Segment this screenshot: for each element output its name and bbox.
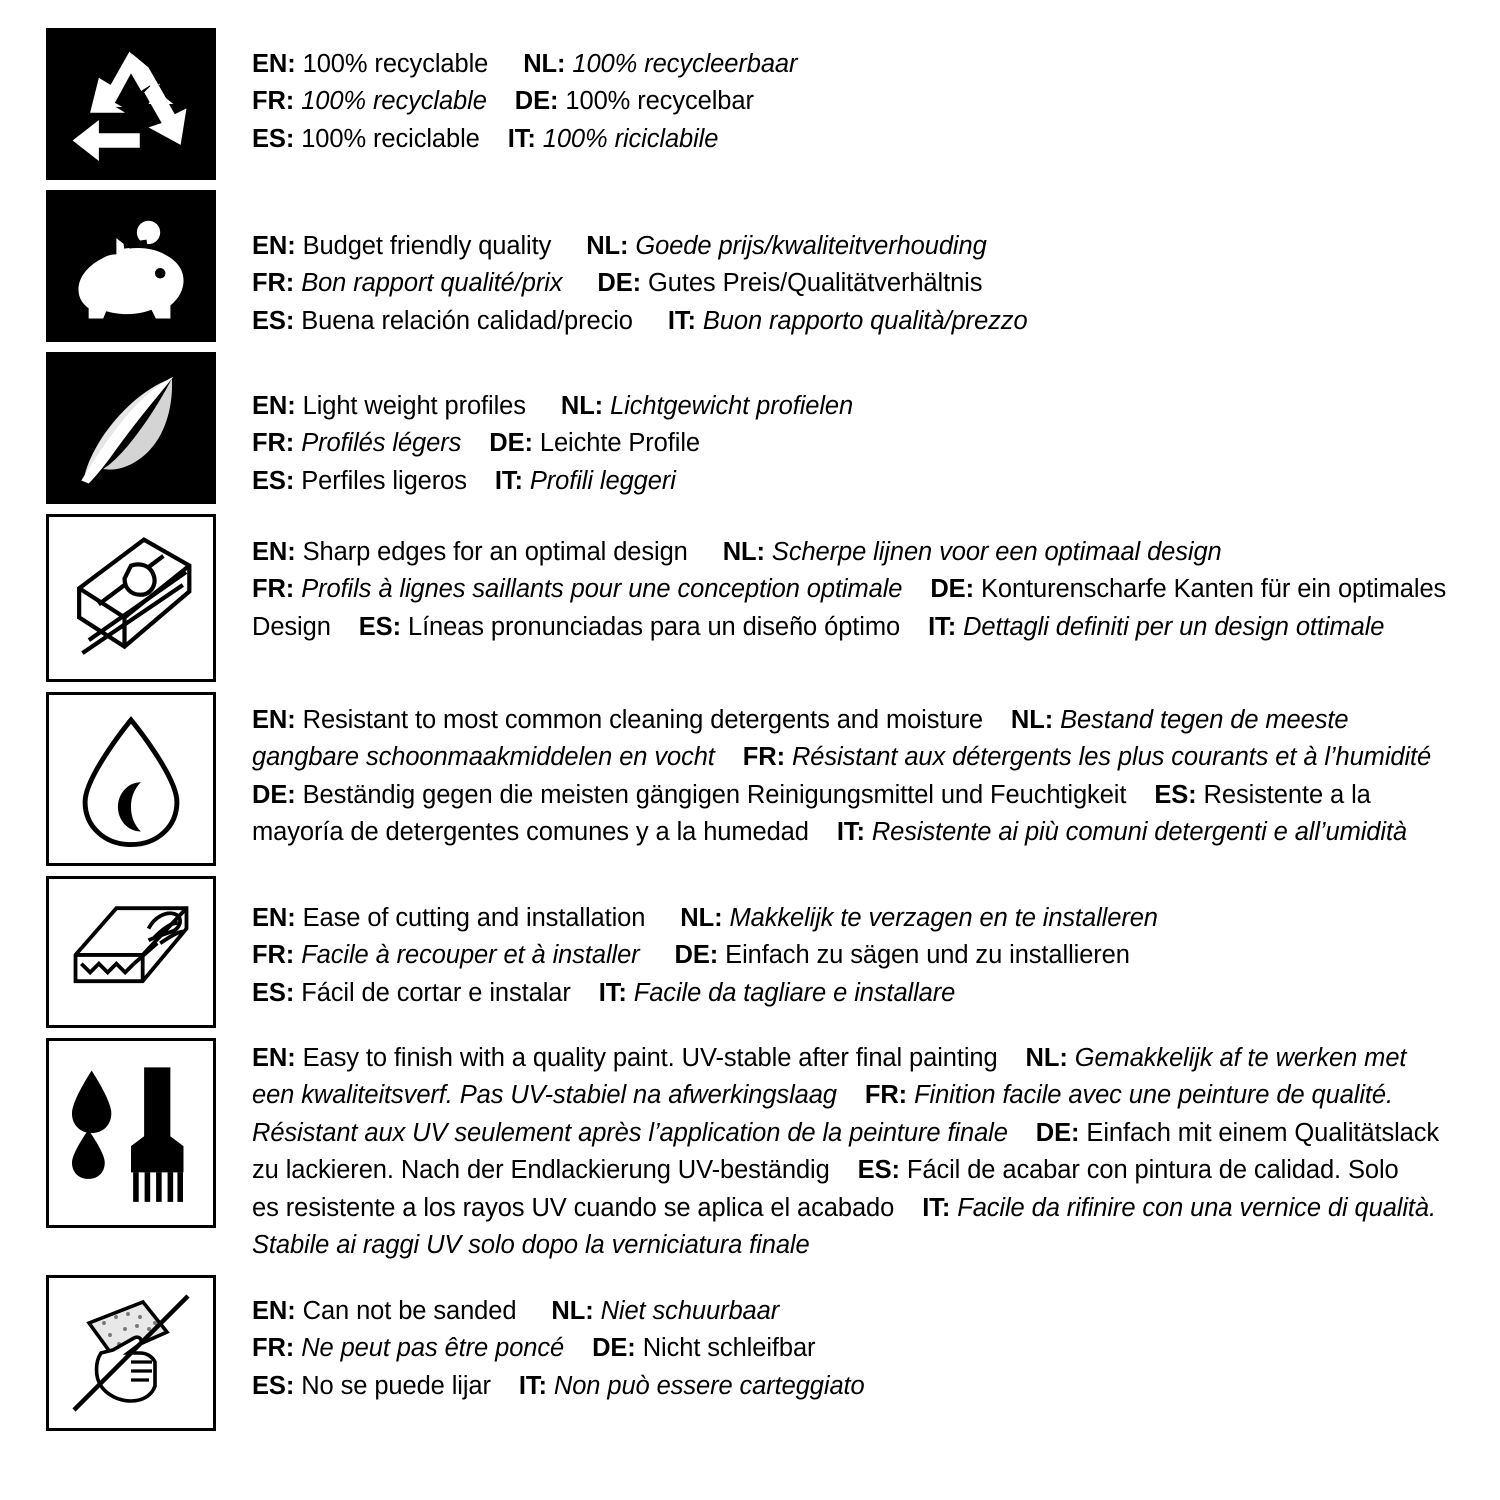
lang-text: Facile da tagliare e installare bbox=[633, 978, 956, 1007]
lang-text: Resistente ai più comuni detergenti e all’umidità bbox=[871, 818, 1408, 847]
lang-text: Resistant to most common cleaning detergents and moisture bbox=[302, 706, 983, 734]
lang-tag: EN: bbox=[252, 538, 296, 566]
feature-line bbox=[252, 1227, 1460, 1264]
feature-text bbox=[216, 1275, 1460, 1405]
lang-text: Facile da rifinire con una vernice di qualità. bbox=[957, 1193, 1436, 1222]
lang-text: 100% recycleerbaar bbox=[572, 50, 798, 78]
feature-row bbox=[46, 692, 1460, 866]
saw-cutting-icon bbox=[46, 876, 216, 1028]
lang-tag: NL: bbox=[551, 1296, 594, 1325]
lang-tag: DE: bbox=[592, 1334, 636, 1363]
lang-text: Konturenscharfe Kanten für ein optimales bbox=[980, 575, 1447, 604]
lang-text: Can not be sanded bbox=[302, 1296, 517, 1325]
paint-brush-drops-icon bbox=[46, 1038, 216, 1228]
lang-text: Niet schuurbaar bbox=[600, 1296, 780, 1325]
feature-text bbox=[216, 876, 1460, 1012]
lang-tag: IT: bbox=[598, 978, 627, 1007]
lang-text: Fácil de acabar con pintura de calidad. Solo bbox=[906, 1156, 1399, 1185]
lang-text: Leichte Profile bbox=[539, 429, 700, 458]
feature-text bbox=[216, 1038, 1460, 1265]
lang-text: Buena relación calidad/precio bbox=[301, 306, 633, 335]
lang-text: Lichtgewicht profielen bbox=[610, 392, 854, 420]
lang-tag: ES: bbox=[252, 124, 295, 153]
lang-text: Light weight profiles bbox=[302, 392, 526, 420]
recycling-arrows-icon bbox=[46, 28, 216, 180]
lang-text: Gutes Preis/Qualitätverhältnis bbox=[648, 269, 983, 298]
lang-tag: FR: bbox=[252, 87, 295, 116]
lang-text: Résistant aux UV seulement après l’application de la peinture finale bbox=[252, 1118, 1008, 1147]
feature-line bbox=[252, 463, 1460, 500]
lang-text: es resistente a los rayos UV cuando se aplica el acabado bbox=[252, 1193, 895, 1222]
lang-tag: ES: bbox=[252, 306, 295, 335]
lang-tag: FR: bbox=[252, 269, 295, 298]
feature-line bbox=[252, 975, 1460, 1012]
feature-line bbox=[252, 609, 1460, 646]
feature-row bbox=[46, 352, 1460, 504]
lang-tag: FR: bbox=[252, 429, 295, 458]
lang-tag: IT: bbox=[507, 124, 536, 153]
lang-text: Líneas pronunciadas para un diseño óptimo bbox=[407, 612, 901, 641]
feature-line bbox=[252, 900, 1460, 937]
lang-text: 100% recyclable bbox=[301, 87, 487, 116]
lang-text: zu lackieren. Nach der Endlackierung UV-beständig bbox=[252, 1156, 830, 1185]
feature-line bbox=[252, 534, 1460, 571]
lang-text: Goede prijs/kwaliteitverhouding bbox=[635, 232, 987, 260]
lang-text: Profils à lignes saillants pour une conception optimale bbox=[301, 575, 903, 604]
feature-row bbox=[46, 190, 1460, 342]
lang-tag: DE: bbox=[674, 941, 719, 970]
lang-tag: ES: bbox=[252, 466, 295, 495]
lang-text: 100% recyclable bbox=[302, 50, 489, 78]
lang-text: Budget friendly quality bbox=[302, 232, 552, 260]
lang-text: Profili leggeri bbox=[529, 466, 676, 495]
lang-tag: DE: bbox=[514, 87, 559, 116]
lang-text: Perfiles ligeros bbox=[301, 466, 467, 495]
lang-text: Sharp edges for an optimal design bbox=[302, 538, 688, 566]
feature-line bbox=[252, 777, 1460, 814]
lang-tag: FR: bbox=[252, 1334, 295, 1363]
lang-text: Ease of cutting and installation bbox=[302, 904, 646, 932]
lang-text: Dettagli definiti per un design ottimale bbox=[963, 612, 1385, 641]
lang-tag: EN: bbox=[252, 904, 296, 932]
feather-icon bbox=[46, 352, 216, 504]
no-sanding-icon bbox=[46, 1275, 216, 1431]
lang-tag: EN: bbox=[252, 1296, 296, 1325]
feature-text bbox=[216, 692, 1460, 852]
lang-text: Profilés légers bbox=[301, 429, 462, 458]
lang-tag: ES: bbox=[252, 1371, 295, 1400]
feature-text bbox=[216, 28, 1460, 158]
feature-line bbox=[252, 702, 1460, 739]
feature-line bbox=[252, 83, 1460, 120]
lang-text: 100% reciclable bbox=[301, 124, 480, 153]
feature-line bbox=[252, 121, 1460, 158]
lang-text: Bon rapport qualité/prix bbox=[301, 269, 563, 298]
feature-row bbox=[46, 28, 1460, 180]
feature-line bbox=[252, 1293, 1460, 1330]
lang-text: Gemakkelijk af te werken met bbox=[1074, 1044, 1407, 1072]
lang-tag: DE: bbox=[489, 429, 533, 458]
lang-text: 100% recycelbar bbox=[565, 87, 754, 116]
feature-line bbox=[252, 1190, 1460, 1227]
feature-line bbox=[252, 303, 1460, 340]
lang-tag: IT: bbox=[518, 1371, 547, 1400]
feature-line bbox=[252, 388, 1460, 425]
feature-line bbox=[252, 937, 1460, 974]
feature-line bbox=[252, 1368, 1460, 1405]
feature-row bbox=[46, 1038, 1460, 1265]
feature-row bbox=[46, 514, 1460, 682]
lang-text: Einfach mit einem Qualitätslack bbox=[1086, 1118, 1440, 1147]
lang-text: Scherpe lijnen voor een optimaal design bbox=[771, 538, 1222, 566]
lang-tag: DE: bbox=[930, 575, 974, 604]
feature-line bbox=[252, 739, 1460, 776]
feature-line bbox=[252, 1152, 1460, 1189]
lang-text: Bestand tegen de meeste bbox=[1060, 706, 1349, 734]
lang-tag: IT: bbox=[922, 1193, 951, 1222]
feature-line bbox=[252, 1040, 1460, 1077]
feature-line bbox=[252, 1077, 1460, 1114]
lang-tag: IT: bbox=[928, 612, 957, 641]
feature-line bbox=[252, 1330, 1460, 1367]
lang-tag: EN: bbox=[252, 1044, 296, 1072]
lang-text: Nicht schleifbar bbox=[642, 1334, 816, 1363]
lang-tag: ES: bbox=[252, 978, 295, 1007]
lang-text: Stabile ai raggi UV solo dopo la verniciatura finale bbox=[252, 1231, 810, 1260]
lang-tag: ES: bbox=[857, 1156, 900, 1185]
lang-text: Buon rapporto qualità/prezzo bbox=[702, 306, 1028, 335]
lang-text: gangbare schoonmaakmiddelen en vocht bbox=[252, 743, 715, 772]
sharp-edge-profile-icon bbox=[46, 514, 216, 682]
feature-row bbox=[46, 1275, 1460, 1431]
lang-tag: EN: bbox=[252, 706, 296, 734]
lang-text: mayoría de detergentes comunes y a la humedad bbox=[252, 818, 809, 847]
feature-text bbox=[216, 514, 1460, 646]
lang-text: Easy to finish with a quality paint. UV-stable after final painting bbox=[302, 1044, 998, 1072]
lang-tag: ES: bbox=[1154, 780, 1197, 809]
lang-tag: NL: bbox=[1010, 706, 1054, 734]
lang-text: Beständig gegen die meisten gängigen Reinigungsmittel und Feuchtigkeit bbox=[302, 780, 1127, 809]
lang-text: Facile à recouper et à installer bbox=[301, 941, 640, 970]
piggy-bank-icon bbox=[46, 190, 216, 342]
feature-text bbox=[216, 190, 1460, 340]
lang-tag: ES: bbox=[358, 612, 401, 641]
lang-tag: IT: bbox=[494, 466, 523, 495]
lang-text: Einfach zu sägen und zu installieren bbox=[725, 941, 1130, 970]
lang-tag: IT: bbox=[836, 818, 865, 847]
lang-tag: EN: bbox=[252, 232, 296, 260]
lang-text: Makkelijk te verzagen en te installeren bbox=[729, 904, 1158, 932]
lang-text: Non può essere carteggiato bbox=[553, 1371, 865, 1400]
water-drop-icon bbox=[46, 692, 216, 866]
lang-tag: IT: bbox=[667, 306, 696, 335]
lang-text: No se puede lijar bbox=[301, 1371, 491, 1400]
lang-tag: DE: bbox=[597, 269, 642, 298]
feature-row bbox=[46, 876, 1460, 1028]
lang-tag: NL: bbox=[560, 392, 604, 420]
feature-line bbox=[252, 425, 1460, 462]
lang-tag: NL: bbox=[523, 50, 566, 78]
lang-text: Design bbox=[252, 612, 331, 641]
lang-text: Finition facile avec une peinture de qualité. bbox=[914, 1081, 1393, 1110]
feature-line bbox=[252, 265, 1460, 302]
feature-line bbox=[252, 571, 1460, 608]
lang-text: een kwaliteitsverf. Pas UV-stabiel na afwerkingslaag bbox=[252, 1081, 837, 1110]
lang-text: Ne peut pas être poncé bbox=[301, 1334, 565, 1363]
lang-tag: FR: bbox=[252, 941, 295, 970]
feature-line bbox=[252, 1115, 1460, 1152]
feature-line bbox=[252, 46, 1460, 83]
feature-line bbox=[252, 814, 1460, 851]
lang-tag: FR: bbox=[864, 1081, 908, 1110]
lang-text: 100% riciclabile bbox=[542, 124, 719, 153]
feature-text bbox=[216, 352, 1460, 500]
lang-text: Résistant aux détergents les plus courants et à l’humidité bbox=[791, 743, 1432, 772]
lang-tag: FR: bbox=[252, 575, 295, 604]
feature-line bbox=[252, 228, 1460, 265]
lang-tag: FR: bbox=[742, 743, 785, 772]
lang-tag: NL: bbox=[680, 904, 723, 932]
lang-tag: NL: bbox=[1025, 1044, 1068, 1072]
lang-tag: EN: bbox=[252, 392, 296, 420]
lang-tag: NL: bbox=[586, 232, 629, 260]
lang-tag: DE: bbox=[252, 780, 296, 809]
lang-text: Resistente a la bbox=[1203, 780, 1371, 809]
lang-tag: EN: bbox=[252, 50, 296, 78]
lang-text: Fácil de cortar e instalar bbox=[301, 978, 571, 1007]
lang-tag: DE: bbox=[1035, 1118, 1080, 1147]
lang-tag: NL: bbox=[722, 538, 765, 566]
